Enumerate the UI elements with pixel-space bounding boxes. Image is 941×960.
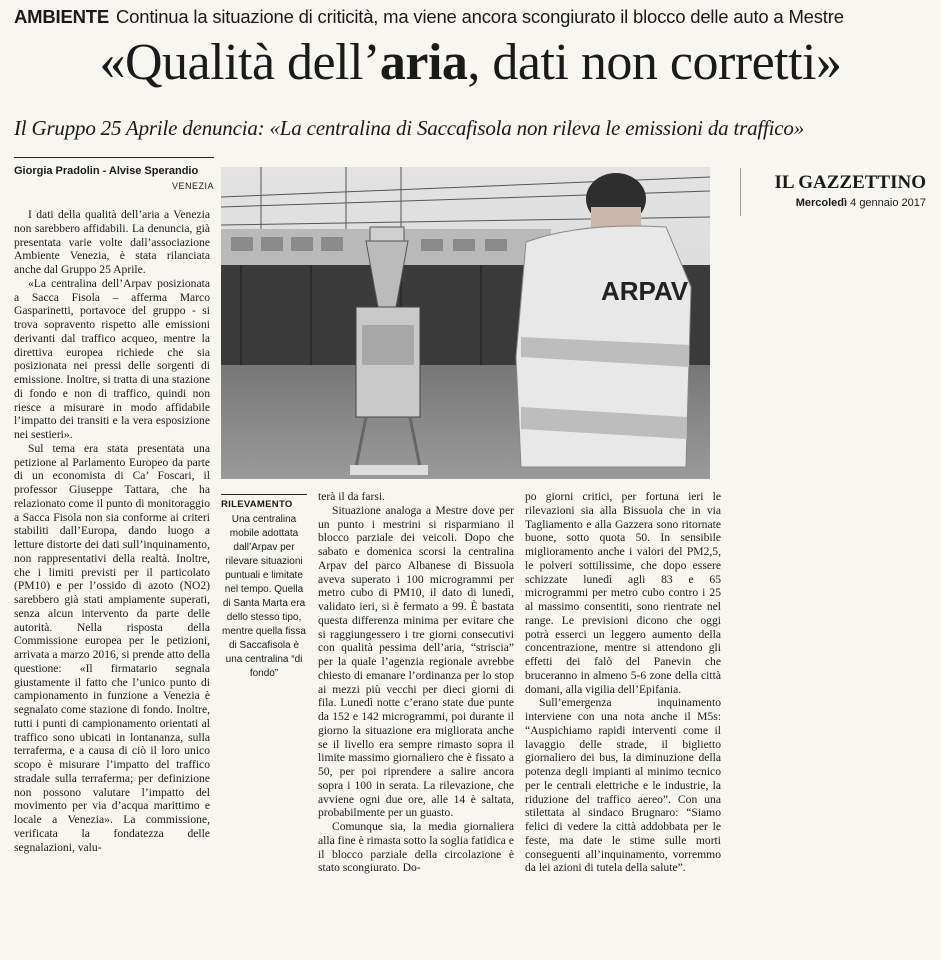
masthead-title: IL GAZZETTINO (774, 172, 926, 193)
byline-rule (14, 157, 214, 158)
article-column-1 (14, 208, 210, 854)
masthead-day: Mercoledì (795, 197, 848, 209)
paragraph: Comunque sia, la media giornaliera alla fine è rimasta sotto la soglia fatidica e il blocco parziale della circolazione è stato scongiurato. Do- (318, 820, 514, 875)
vest-text: ARPAV (601, 276, 689, 306)
masthead-date-text: 4 gennaio 2017 (850, 197, 926, 209)
article-photo (221, 167, 710, 479)
kicker (14, 6, 929, 28)
article-column-4 (525, 490, 721, 875)
sidebar-caption (221, 494, 307, 681)
paragraph: po giorni critici, per fortuna ieri le rilevazioni sia alla Bissuola che in via Tagliamento e alla Gazzera sono ritornate buone, sotto quota 50. In sensibile miglioramento anche i valori del PM2,5, le polveri sottilissime, che dopo essere schizzate lunedì agli 83 e 65 microgrammi per metro cubo contro i 25 al massimo consentiti, sono rientrate nel range. Le previsioni dicono che oggi potrà esserci un leggero aumento della concentrazione, mentre si attendono gli effetti dei falò del Panevin che bruceranno in almeno 5-6 zone della città domani, alla vigilia dell’Epifania. (525, 490, 721, 696)
masthead (740, 168, 928, 216)
paragraph: terà il da farsi. (318, 490, 385, 503)
headline-close: , dati non corretti» (467, 34, 842, 91)
paragraph: Situazione analoga a Mestre dove per un punto i mestrini si risparmiano il blocco parziale dei veicoli. Dopo che sabato e domenica scorsi la centralina Arpav del parco Albanese di Bissuola aveva superato i 100 microgrammi per metro cubo di PM10, il dato di lunedì, validato ieri, si è fermato a 99. È bastata questa differenza minima per evitare che si raggiungessero i tre giorni consecutivi con qualità pessima dell’aria, “striscia” per la quale l’agenzia regionale avrebbe chiesto di emanare l’ordinanza per lo stop ai mezzi più vecchi per dieci giorni di fila. Lunedì notte c’erano state due punte da 152 e 142 microgrammi, poi durante il giorno la situazione era migliorata anche se il livello era sempre rimasto sopra il limite massimo giornaliero che è fissato a 50, per poi riprendere a salire ancora sopra i 100 in serata. La rilevazione, che avviene ogni due ore, alle 14 è saltata, probabilmente per un guasto. (318, 503, 514, 820)
sidebar-text: Una centralina mobile adottata dall’Arpav per rilevare situazioni puntuali e limitate nel tempo. Quella di Santa Marta era dello stesso tipo, mentre quella fissa di Saccafisola è una centralina “di fondo” (222, 514, 306, 679)
paragraph: Sull’emergenza inquinamento interviene con una nota anche il M5s: “Auspichiamo rapidi interventi come il lavaggio delle strade, il biglietto giornaliero dei bus, la diminuzione della potenza degli impianti al minimo tecnico per le centrali elettriche e le industrie, la riduzione del traffico aereo”. Con una stilettata al sindaco Brugnaro: “Siamo felici di vedere la città addobbata per le feste, ma date le stime sulle morti conseguenti all’inquinamento, vorremmo da lei azioni di tutela della salute”. (525, 696, 721, 875)
article-column-3 (318, 490, 514, 875)
paragraph: Sul tema era stata presentata una petizione al Parlamento Europeo da parte di un economista di Ca’ Foscari, il professor Giuseppe Tattara, che ha relazionato come il punto di monitoraggio a Sacca Fisola non sia conforme ai criteri stabiliti dall’Europa, dando luogo a letture distorte dei dati sull’inquinamento, non rappresentativi della realtà. Inoltre, che i limiti previsti per il particolato (PM10) e per l’ossido di azoto (NO2) sarebbero già stati ampiamente superati, senza alcun intervento da parte delle autorità. Nella risposta della Commissione europea per le petizioni, arrivata a marzo 2016, si prende atto della questione: «Il firmatario segnala giustamente il fatto che l’unico punto di campionamento in funzione a Venezia è segnalato come stazione di fondo. Inoltre, tutti i punti di campionamento orientati al traffico sono ubicati in lontananza, sulla terraferma, e a causa di ciò il loro unico scopo è misurare l’impatto del traffico stradale sulla terraferma; per definizione non possono valutare l’impatto del movimento per via d’acqua marittimo e locale a Venezia». La commissione, verificata la fondatezza delle segnalazioni, valu- (14, 441, 210, 854)
byline-authors: Giorgia Pradolin - Alvise Sperandio (14, 165, 199, 177)
paragraph: I dati della qualità dell’aria a Venezia non sarebbero affidabili. La denuncia, già presentata varie volte dall’associazione Ambiente Venezia, è stata rilanciata anche dal Gruppo 25 Aprile. (14, 208, 210, 276)
byline-place: VENEZIA (171, 181, 214, 191)
kicker-text: Continua la situazione di criticità, ma viene ancora scongiurato il blocco delle auto a Mestre (116, 6, 844, 27)
headline (0, 34, 941, 92)
sidebar-rule (221, 494, 307, 495)
headline-bold: aria (379, 34, 468, 91)
paragraph: «La centralina dell’Arpav posizionata a Sacca Fisola – afferma Marco Gasparinetti, portavoce del gruppo - si trova sopravento rispetto alle emissioni derivanti dal traffico acqueo, mentre la direttiva europea richiede che sia posizionata nei pressi delle sorgenti di emissione. Inoltre, si tratta di una stazione di fondo e non di traffico, quindi non riesce a misurare in modo affidabile l’impatto dei transiti e la vera esposizione nei sestieri». (14, 276, 210, 441)
photo-illustration (221, 167, 710, 479)
headline-open: «Qualità dell’ (99, 34, 380, 91)
masthead-date (741, 197, 926, 209)
subheadline: Il Gruppo 25 Aprile denuncia: «La centralina di Saccafisola non rileva le emissioni da traffico» (14, 116, 804, 140)
sidebar-label: RILEVAMENTO (221, 499, 293, 510)
section-label: AMBIENTE (14, 6, 110, 27)
